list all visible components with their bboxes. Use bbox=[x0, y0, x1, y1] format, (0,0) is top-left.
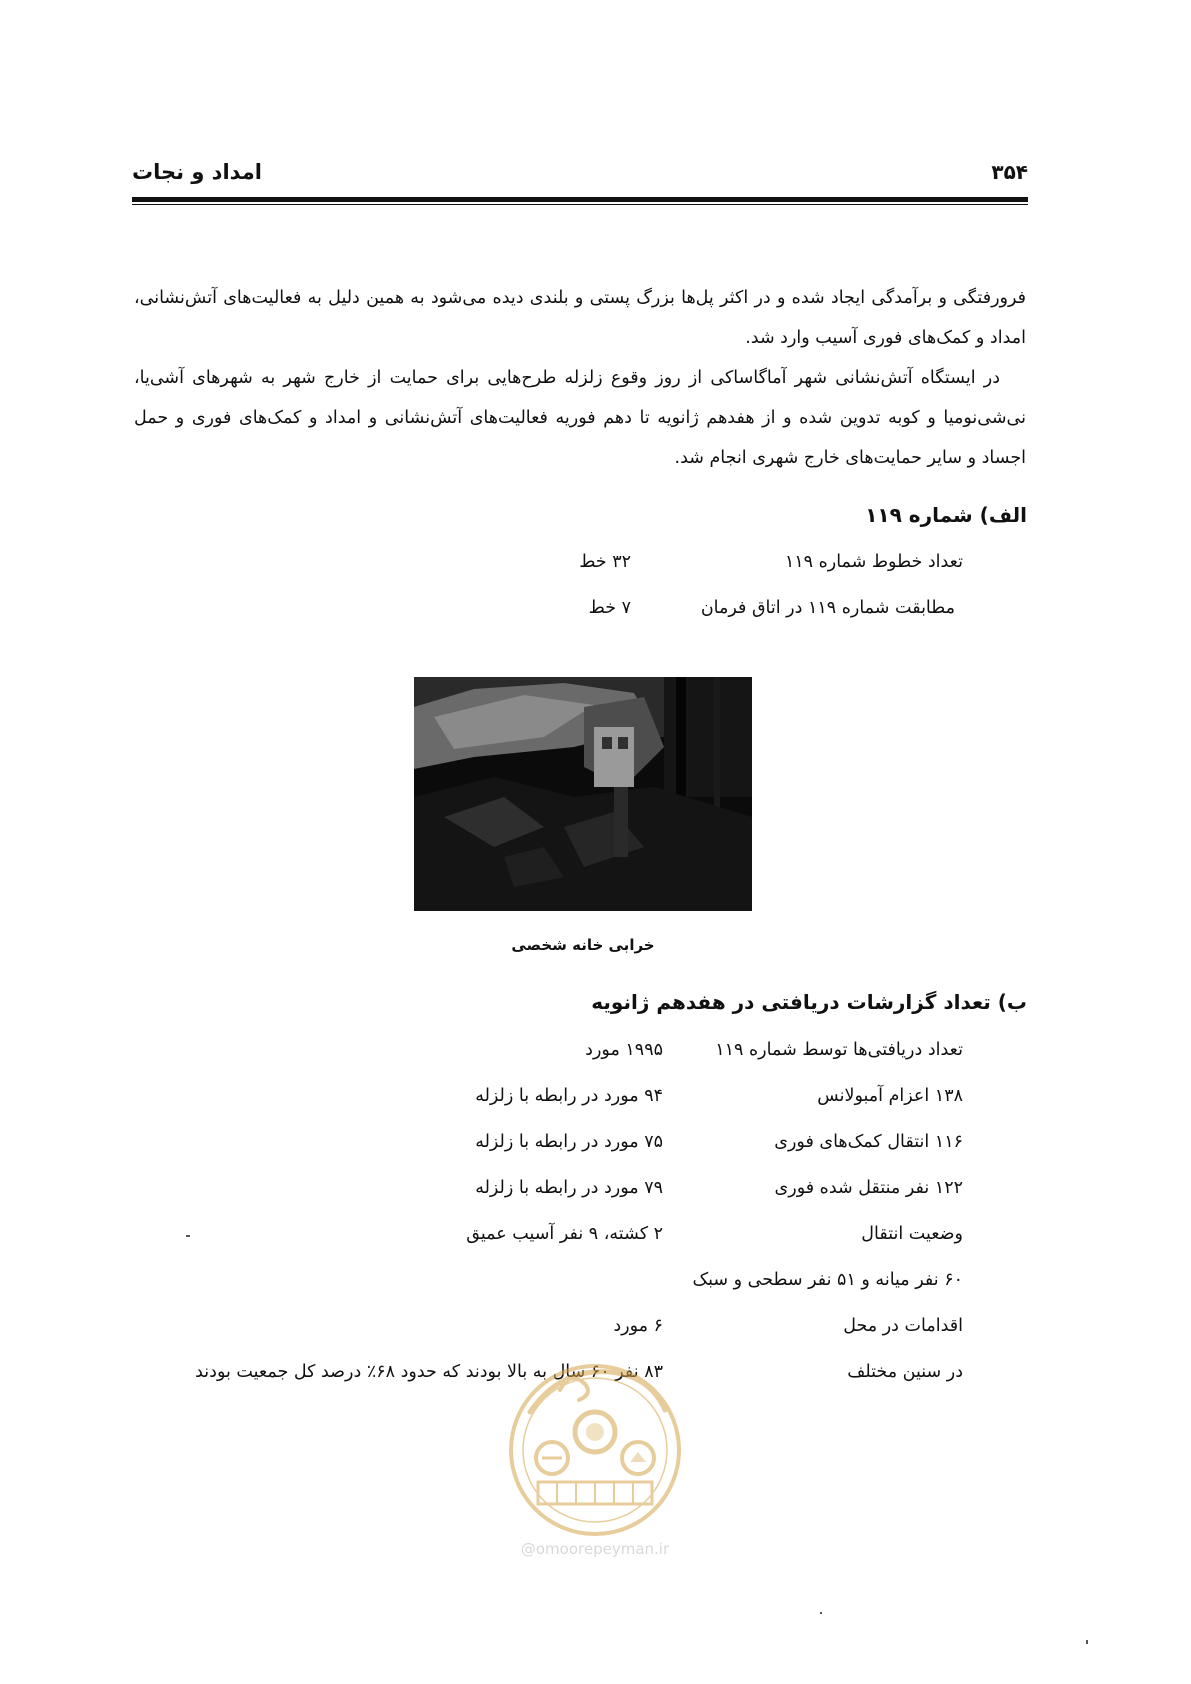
page-number: ۳۵۴ bbox=[991, 160, 1028, 184]
scan-speck bbox=[1086, 1640, 1088, 1644]
section-b-heading: ب) تعداد گزارشات دریافتی در هفدهم ژانویه bbox=[591, 990, 1027, 1014]
section-b-row bbox=[223, 1040, 963, 1070]
photo-rendering bbox=[414, 677, 752, 911]
running-title: امداد و نجات bbox=[132, 160, 262, 184]
header-rule-thick bbox=[132, 197, 1028, 202]
row-label: ۱۱۶ انتقال کمک‌های فوری bbox=[774, 1132, 963, 1152]
section-b-row bbox=[223, 1316, 963, 1346]
row-label: تعداد دریافتی‌ها توسط شماره ۱۱۹ bbox=[715, 1040, 963, 1060]
section-b-row bbox=[223, 1224, 963, 1254]
paragraph-2: در ایستگاه آتش‌نشانی شهر آماگاساکی از روز وقوع زلزله طرح‌هایی برای حمایت از خارج شهر به شهرهای آشی‌یا، نی‌شی‌نومیا و کوبه تدوین شده و از هفدهم ژانویه تا دهم فوریه فعالیت‌های آتش‌نشانی و امداد و کمک‌های فوری و حمل اجساد و سایر حمایت‌های خارج شهری انجام شد. bbox=[134, 368, 1026, 468]
watermark-url: @omoorepeyman.ir bbox=[520, 1540, 670, 1558]
section-b-row bbox=[223, 1086, 963, 1116]
row-label: وضعیت انتقال bbox=[861, 1224, 963, 1244]
row-value: ۳۲ خط bbox=[579, 552, 631, 572]
photo-caption: خرابی خانه شخصی bbox=[511, 936, 655, 954]
body-text bbox=[134, 278, 1026, 478]
row-label: در سنین مختلف bbox=[847, 1362, 963, 1382]
section-b-row bbox=[223, 1132, 963, 1162]
house-ruins-photo bbox=[414, 677, 752, 911]
row-value: ۷۹ مورد در رابطه با زلزله bbox=[475, 1178, 663, 1198]
row-value: ۶ مورد bbox=[613, 1316, 663, 1336]
paragraph-1: فرورفتگی و برآمدگی ایجاد شده و در اکثر پل‌ها بزرگ پستی و بلندی دیده می‌شود به همین دلیل به فعالیت‌های آتش‌نشانی، امداد و کمک‌های فوری آسیب وارد شد. bbox=[134, 288, 1026, 348]
row-label: مطابقت شماره ۱۱۹ در اتاق فرمان bbox=[700, 598, 955, 618]
row-label: ۱۳۸ اعزام آمبولانس bbox=[817, 1086, 963, 1106]
running-header bbox=[132, 160, 1028, 200]
row-value: ۱۹۹۵ مورد bbox=[585, 1040, 663, 1060]
row-label: تعداد خطوط شماره ۱۱۹ bbox=[784, 552, 963, 572]
scan-speck bbox=[186, 1235, 190, 1237]
watermark-seal bbox=[490, 1350, 700, 1558]
section-a-row bbox=[215, 598, 955, 628]
row-label: ۱۲۲ نفر منتقل شده فوری bbox=[774, 1178, 963, 1198]
row-label: اقدامات در محل bbox=[843, 1316, 963, 1336]
row-value: ۹۴ مورد در رابطه با زلزله bbox=[475, 1086, 663, 1106]
seal-icon bbox=[490, 1350, 700, 1540]
row-value: ۲ کشته، ۹ نفر آسیب عمیق bbox=[466, 1224, 663, 1244]
row-label: ۶۰ نفر میانه و ۵۱ نفر سطحی و سبک bbox=[692, 1270, 963, 1290]
section-a-heading: الف) شماره ۱۱۹ bbox=[865, 503, 1027, 527]
section-a-row bbox=[223, 552, 963, 582]
header-rule-thin bbox=[132, 204, 1028, 205]
row-value: ۷۵ مورد در رابطه با زلزله bbox=[475, 1132, 663, 1152]
section-b-row bbox=[223, 1178, 963, 1208]
scan-speck bbox=[820, 1612, 822, 1614]
row-value: ۸۳ نفر ۶۰ سال به بالا بودند که حدود ۶۸٪ درصد کل جمعیت بودند bbox=[195, 1362, 663, 1382]
section-b-row bbox=[223, 1270, 963, 1300]
row-value: ۷ خط bbox=[588, 598, 631, 618]
